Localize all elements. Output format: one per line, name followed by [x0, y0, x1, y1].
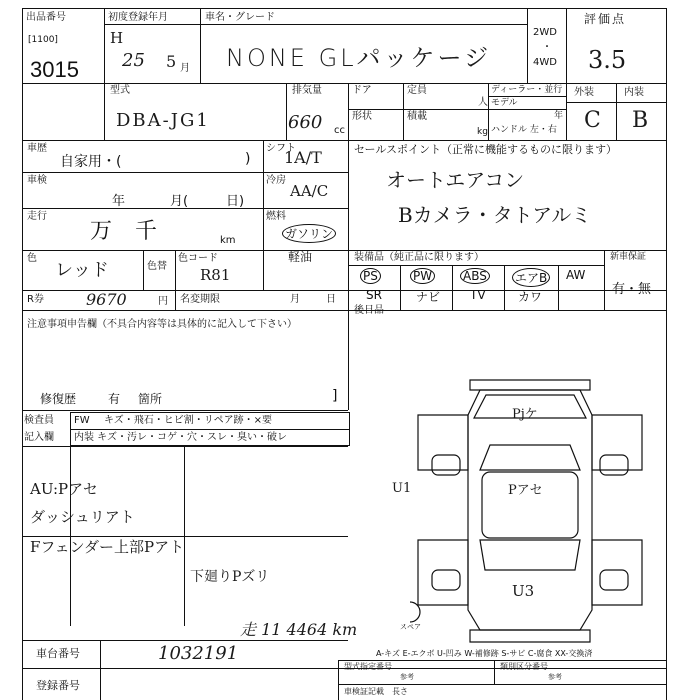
interior-label: 内装 [624, 87, 644, 98]
length-label: 長さ [392, 687, 408, 696]
type-cert-ref: 参考 [400, 673, 414, 681]
damage-legend: A-キズ E-エクボ U-凹み W-補修跡 S-サビ C-腐食 XX-交換済 [376, 649, 593, 658]
notes-label: 注意事項申告欄（不具合内容等は具体的に記入して下さい） [27, 319, 297, 330]
month-unit: 月 [180, 63, 190, 74]
equipment-label: 装備品（純正品に限ります） [354, 252, 484, 263]
type-cert-label: 型式指定番号 [344, 662, 392, 671]
cc-unit: cc [334, 125, 345, 136]
model-type-label: 型式 [110, 85, 130, 96]
lot-number-label: 出品番号 [26, 12, 66, 23]
equip-pw: PW [410, 268, 435, 284]
chassis-number: 1032191 [158, 643, 239, 664]
km-unit: km [220, 235, 236, 246]
color-change-label: 色替 [147, 261, 167, 272]
year-unit: 年 [554, 111, 564, 121]
displacement-value: 660 [288, 112, 323, 133]
equip-sr: SR [366, 288, 382, 302]
drive-dot: ・ [542, 42, 552, 53]
name-change-month: 月 [290, 294, 300, 305]
exterior-label: 外装 [574, 87, 594, 98]
car-name-label: 車名・グレード [205, 12, 275, 23]
damage-mark-u3: U3 [512, 582, 535, 600]
sales-point-line-1: オートエアコン [386, 168, 525, 192]
load-label: 積載 [407, 111, 427, 122]
kg-unit: kg [477, 127, 488, 137]
warranty-value: 有・無 [612, 282, 652, 297]
comment-3: Fフェンダー上部Pアト [30, 538, 185, 556]
mileage-label: 走行 [27, 211, 47, 222]
lot-code: [1100] [28, 35, 58, 45]
mileage-man: 万 [90, 219, 113, 244]
displacement-label: 排気量 [292, 85, 322, 96]
damage-mark-roof: Pjケ [512, 407, 538, 422]
repair-value: 有 [108, 392, 121, 406]
car-name-value: NONE GLパッケージ [226, 44, 492, 72]
spare-label: スペア [400, 623, 421, 631]
capacity-label: 定員 [407, 85, 427, 96]
color-code: R81 [200, 266, 231, 284]
equip-tv: TV [470, 288, 486, 302]
fw-label: FW [74, 415, 90, 426]
drive-2wd: 2WD [533, 27, 557, 38]
inspection-year: 年 [112, 194, 126, 209]
equip-aw: AW [566, 268, 586, 282]
interior-grade: B [632, 108, 649, 133]
usage-label: 車歴 [27, 143, 47, 154]
exterior-grade: C [584, 108, 601, 133]
person-unit: 人 [478, 97, 488, 108]
fuel-diesel: 軽油 [288, 250, 313, 264]
repair-label: 修復歴 [40, 392, 77, 406]
first-registration-label: 初度登録年月 [108, 12, 168, 23]
color-code-label: 色コード [178, 253, 218, 264]
shape-label: 形状 [352, 111, 372, 122]
drive-4wd: 4WD [533, 57, 557, 68]
equip-navi: ナビ [416, 290, 441, 304]
lot-number: 3015 [30, 57, 79, 82]
recycle-value: 9670 [86, 290, 127, 309]
yen-unit: 円 [158, 296, 168, 307]
usage-value: 自家用・( [60, 154, 122, 170]
sales-point-line-2: Bカメラ・タトアルミ [398, 203, 592, 227]
registration-label: 登録番号 [36, 679, 80, 692]
inspector-row-1: キズ・飛石・ヒビ割・リペア跡・×要 [104, 415, 272, 426]
name-change-day: 日 [326, 294, 336, 305]
model-code: DBA-JG1 [116, 110, 210, 131]
color-value: レッド [55, 260, 109, 281]
mileage-note: 走 11 4464 km [240, 620, 358, 639]
comment-1: AU:Pアセ [30, 480, 98, 498]
month-value: 5 [166, 52, 177, 71]
aircon-value: AA/C [290, 182, 329, 200]
era-value: H [110, 29, 124, 47]
fuel-label: 燃料 [266, 211, 286, 222]
color-label: 色 [27, 253, 37, 264]
equip-airbag: エアB [512, 268, 550, 287]
new-car-warranty-label: 新車保証 [610, 252, 647, 262]
mileage-sen: 千 [135, 219, 158, 244]
score-value: 3.5 [588, 46, 627, 74]
after-day-label: 後日品 [354, 305, 384, 316]
class-ref: 参考 [548, 673, 562, 681]
repair-part: 箇所 [138, 392, 163, 406]
aircon-label: 冷房 [266, 175, 286, 186]
usage-close: ) [245, 151, 251, 167]
comment-4: 下廻りPズリ [190, 569, 270, 585]
chassis-label: 車台番号 [36, 647, 80, 660]
shift-value: 1A/T [284, 148, 322, 167]
inspector-row-2: 内装 キズ・汚レ・コゲ・穴・スレ・臭い・破レ [74, 432, 287, 443]
sales-points-label: セールスポイント（正常に機能するものに限ります） [354, 143, 618, 156]
equip-leather: カワ [518, 290, 543, 304]
inspector-label-1: 検査員 [24, 415, 54, 426]
equipment-grid [352, 268, 602, 308]
fuel-gasoline: ガソリン [282, 224, 336, 243]
equip-abs: ABS [460, 268, 490, 284]
car-body-diagram [410, 360, 650, 660]
damage-mark-panel: Pアセ [508, 483, 543, 498]
door-label: ドア [352, 85, 372, 96]
damage-mark-u1: U1 [392, 481, 412, 496]
year-value: 25 [122, 50, 145, 71]
comment-2: ダッシュリアト [30, 508, 135, 526]
handle-label: ハンドル 左・右 [491, 125, 557, 135]
inspection-day: 日) [226, 194, 245, 209]
shift-label: シフト [266, 143, 296, 154]
class-label: 類別区分番号 [500, 662, 548, 671]
inspector-label-2: 記入欄 [24, 432, 54, 443]
recycle-label: R券 [27, 294, 44, 305]
score-label: 評価点 [584, 12, 627, 26]
dealer-label: ディーラー・並行 [491, 85, 563, 95]
repair-close: ] [332, 388, 338, 404]
spec-label: 車検証記載 [344, 687, 384, 696]
inspection-month: 月( [170, 194, 189, 209]
inspection-label: 車検 [27, 175, 47, 186]
equip-ps: PS [360, 268, 381, 284]
name-change-label: 名変期限 [180, 294, 220, 305]
model-year-label: モデル [491, 98, 518, 108]
